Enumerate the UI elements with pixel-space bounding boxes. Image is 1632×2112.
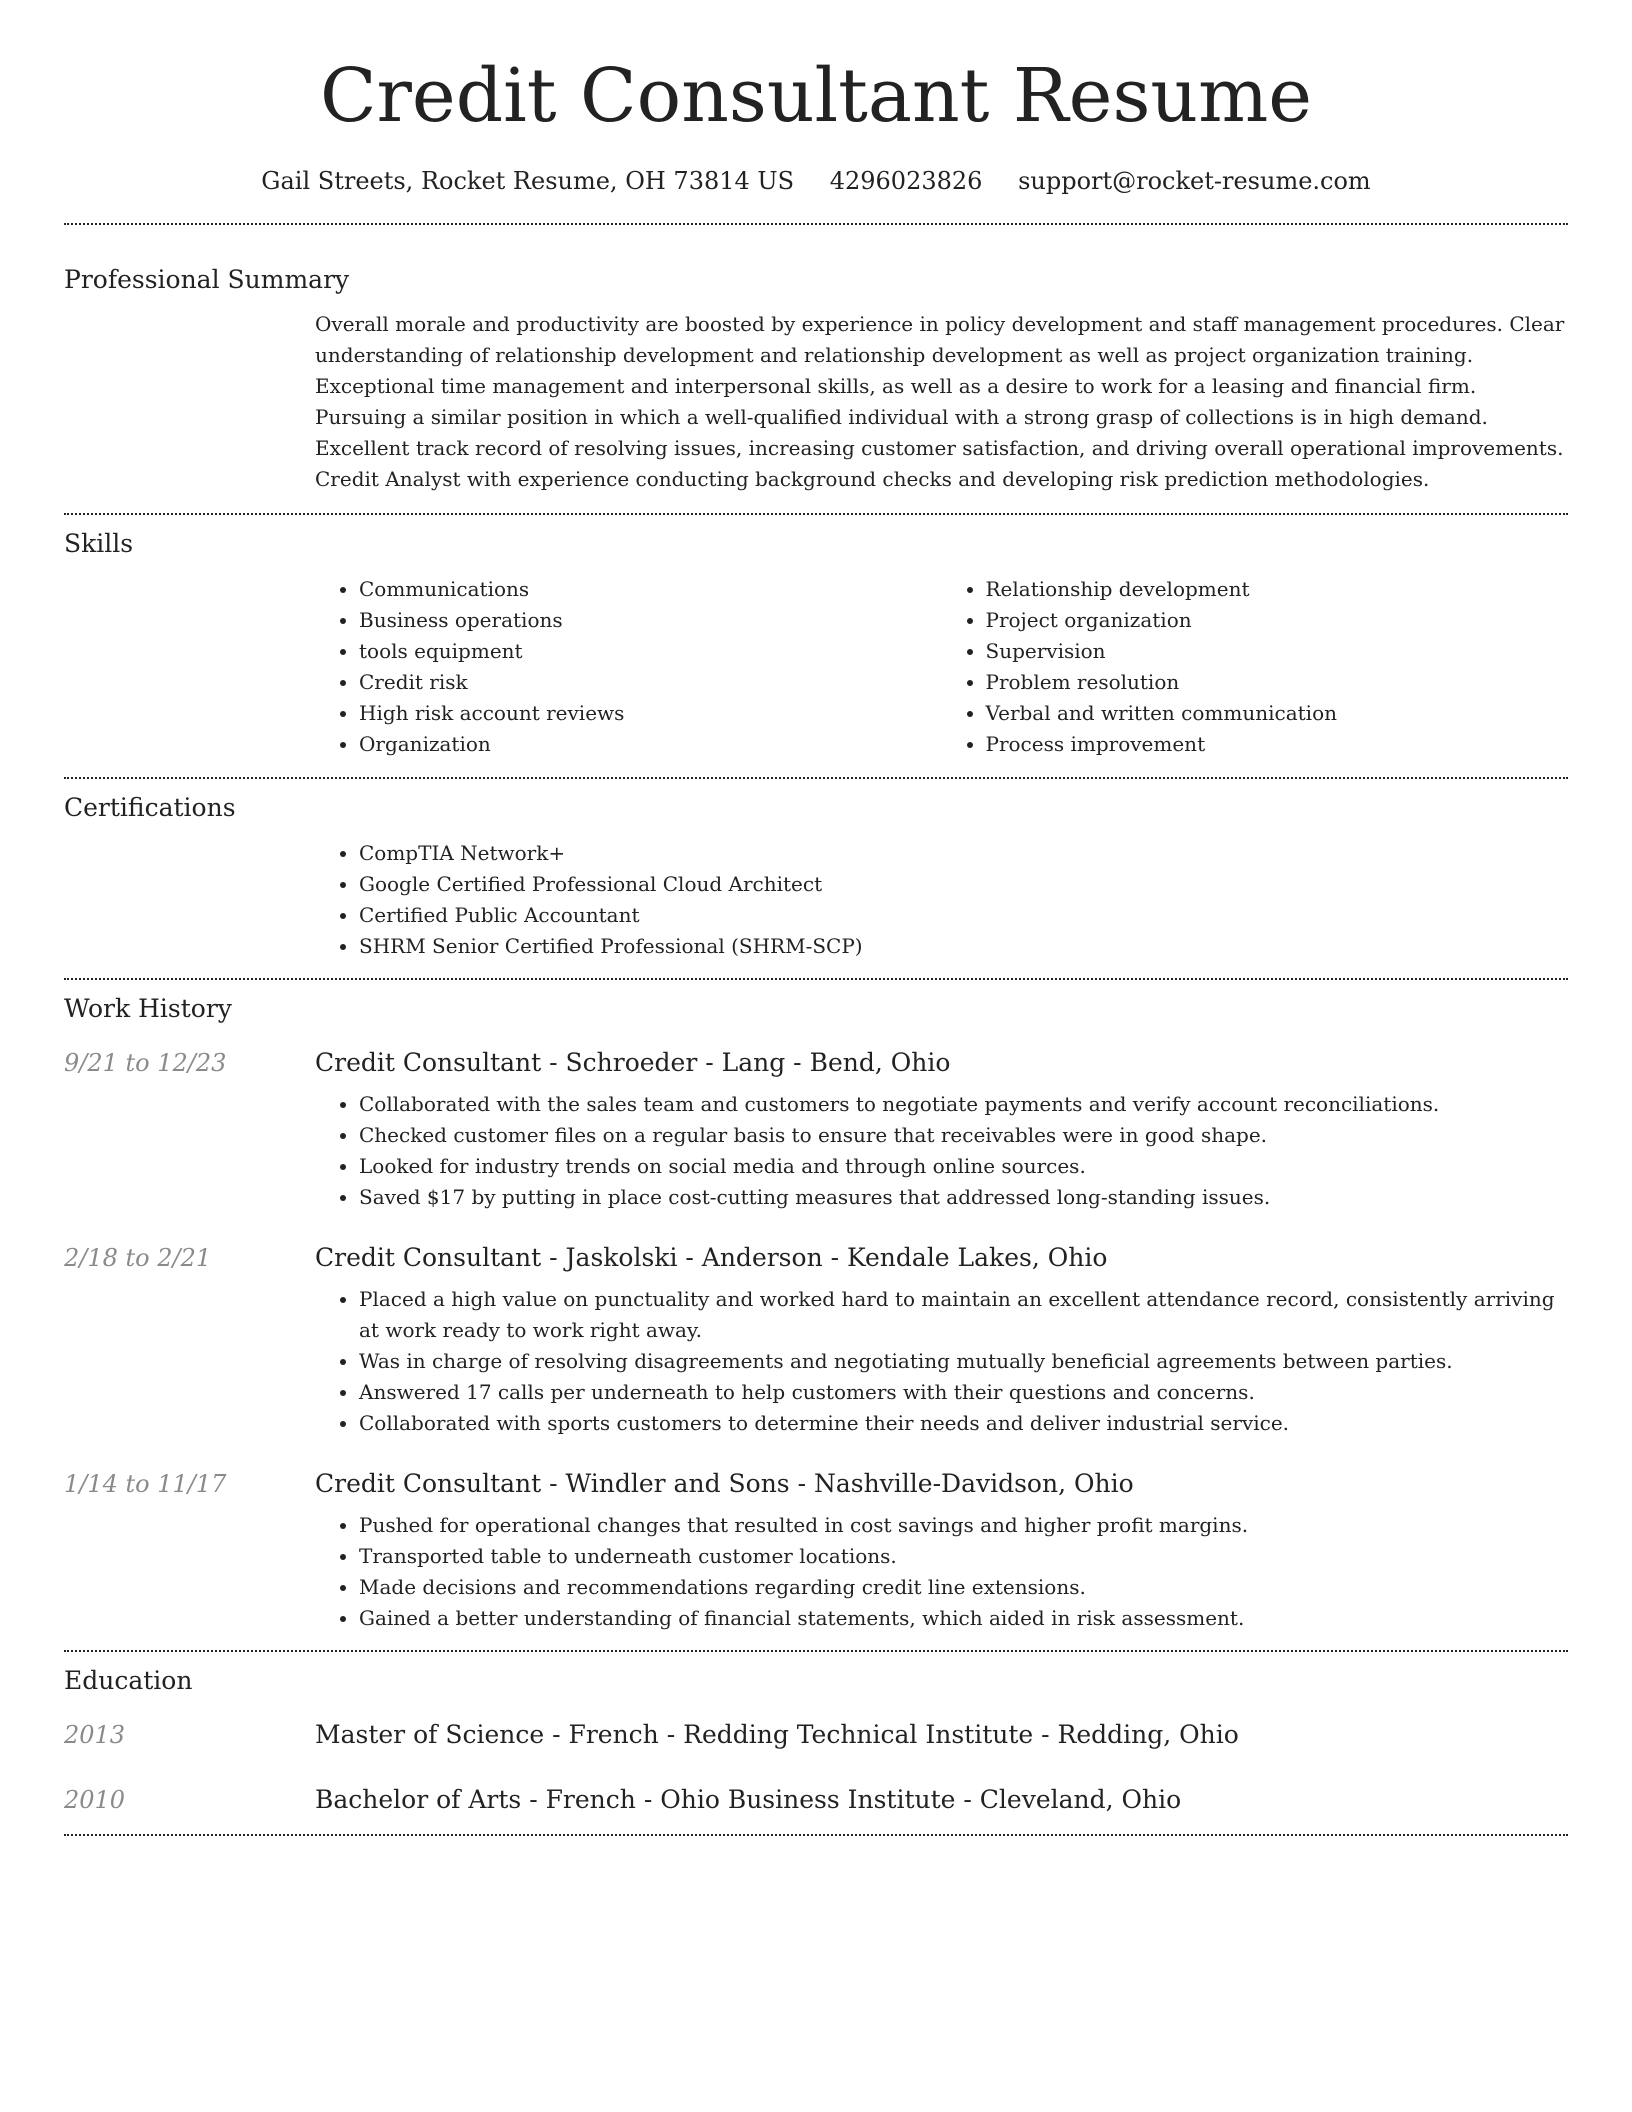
education-year: 2013 bbox=[64, 1721, 126, 1749]
education-degree: Bachelor of Arts - French - Ohio Business Institute - Cleveland, Ohio bbox=[315, 1785, 1182, 1814]
contact-address: Gail Streets, Rocket Resume, OH 73814 US bbox=[261, 167, 795, 195]
job-dates: 9/21 to 12/23 bbox=[64, 1049, 227, 1077]
job-bullet: • Was in charge of resolving disagreements and negotiating mutually beneficial agreements between parties. bbox=[359, 1346, 1568, 1377]
certification-item: • CompTIA Network+ bbox=[359, 838, 1568, 869]
job-bullet: • Answered 17 calls per underneath to help customers with their questions and concerns. bbox=[359, 1377, 1568, 1408]
job-bullet: • Checked customer files on a regular basis to ensure that receivables were in good shape. bbox=[359, 1120, 1568, 1151]
job-bullets bbox=[315, 1284, 1568, 1439]
section-heading-skills: Skills bbox=[64, 529, 134, 558]
job-title: Credit Consultant - Windler and Sons - Nashville-Davidson, Ohio bbox=[315, 1469, 1134, 1498]
divider bbox=[64, 978, 1568, 980]
skill-item: • Credit risk bbox=[359, 667, 942, 698]
job-dates: 2/18 to 2/21 bbox=[64, 1244, 212, 1272]
skills-list-left bbox=[315, 574, 942, 760]
education-entry bbox=[64, 1785, 1568, 1814]
job-bullet: • Collaborated with the sales team and customers to negotiate payments and verify account reconciliations. bbox=[359, 1089, 1568, 1120]
education-year: 2010 bbox=[64, 1786, 126, 1814]
section-heading-summary: Professional Summary bbox=[64, 265, 350, 294]
contact-email[interactable]: support@rocket-resume.com bbox=[1018, 167, 1371, 195]
job-bullet: • Transported table to underneath customer locations. bbox=[359, 1541, 1568, 1572]
section-heading-work-history: Work History bbox=[64, 994, 232, 1023]
divider bbox=[64, 1834, 1568, 1836]
resume-title: Credit Consultant Resume bbox=[319, 53, 1313, 139]
skills-list-right bbox=[942, 574, 1569, 760]
job-bullet: • Saved $17 by putting in place cost-cutting measures that addressed long-standing issues. bbox=[359, 1182, 1568, 1213]
certifications-block bbox=[315, 838, 1568, 962]
certifications-list bbox=[315, 838, 1568, 962]
divider bbox=[64, 777, 1568, 779]
skill-item: • Process improvement bbox=[986, 729, 1569, 760]
summary-text: Overall morale and productivity are boosted by experience in policy development and staff management procedures. Clear understanding of relationship development and relationship development as well as project organization training. Exceptional time management and interpersonal skills, as well as a desire to work for a leasing and financial firm. Pursuing a similar position in which a well-qualified individual with a strong grasp of collections is in high demand. Excellent track record of resolving issues, increasing customer satisfaction, and driving overall operational improvements. Credit Analyst with experience conducting background checks and developing risk prediction methodologies. bbox=[315, 312, 1565, 491]
certification-item: • SHRM Senior Certified Professional (SHRM-SCP) bbox=[359, 931, 1568, 962]
job-entry bbox=[64, 1469, 1568, 1498]
job-bullet: • Gained a better understanding of financial statements, which aided in risk assessment. bbox=[359, 1603, 1568, 1634]
job-entry bbox=[64, 1048, 1568, 1077]
divider bbox=[64, 513, 1568, 515]
job-dates: 1/14 to 11/17 bbox=[64, 1470, 227, 1498]
skill-item: • Project organization bbox=[986, 605, 1569, 636]
skill-item: • Organization bbox=[359, 729, 942, 760]
divider bbox=[64, 223, 1568, 225]
job-bullet: • Placed a high value on punctuality and worked hard to maintain an excellent attendance record, consistently arriving at work ready to work right away. bbox=[359, 1284, 1568, 1346]
job-title: Credit Consultant - Jaskolski - Anderson - Kendale Lakes, Ohio bbox=[315, 1243, 1108, 1272]
job-bullet: • Pushed for operational changes that resulted in cost savings and higher profit margins. bbox=[359, 1510, 1568, 1541]
job-title: Credit Consultant - Schroeder - Lang - Bend, Ohio bbox=[315, 1048, 951, 1077]
certification-item: • Google Certified Professional Cloud Architect bbox=[359, 869, 1568, 900]
job-bullet: • Collaborated with sports customers to determine their needs and deliver industrial service. bbox=[359, 1408, 1568, 1439]
education-degree: Master of Science - French - Redding Technical Institute - Redding, Ohio bbox=[315, 1720, 1239, 1749]
job-bullet: • Looked for industry trends on social media and through online sources. bbox=[359, 1151, 1568, 1182]
skill-item: • Verbal and written communication bbox=[986, 698, 1569, 729]
divider bbox=[64, 1650, 1568, 1652]
section-heading-education: Education bbox=[64, 1666, 193, 1695]
skill-item: • Problem resolution bbox=[986, 667, 1569, 698]
skills-columns bbox=[315, 574, 1568, 760]
contact-phone: 4296023826 bbox=[829, 167, 983, 195]
skill-item: • Supervision bbox=[986, 636, 1569, 667]
skill-item: • Business operations bbox=[359, 605, 942, 636]
section-heading-certifications: Certifications bbox=[64, 793, 236, 822]
certification-item: • Certified Public Accountant bbox=[359, 900, 1568, 931]
contact-line bbox=[64, 166, 1568, 196]
job-entry bbox=[64, 1243, 1568, 1272]
job-bullets bbox=[315, 1089, 1568, 1213]
skill-item: • Communications bbox=[359, 574, 942, 605]
skill-item: • tools equipment bbox=[359, 636, 942, 667]
resume-page bbox=[64, 0, 1568, 1836]
job-bullets bbox=[315, 1510, 1568, 1634]
job-bullet: • Made decisions and recommendations regarding credit line extensions. bbox=[359, 1572, 1568, 1603]
skill-item: • High risk account reviews bbox=[359, 698, 942, 729]
education-entry bbox=[64, 1720, 1568, 1749]
skill-item: • Relationship development bbox=[986, 574, 1569, 605]
